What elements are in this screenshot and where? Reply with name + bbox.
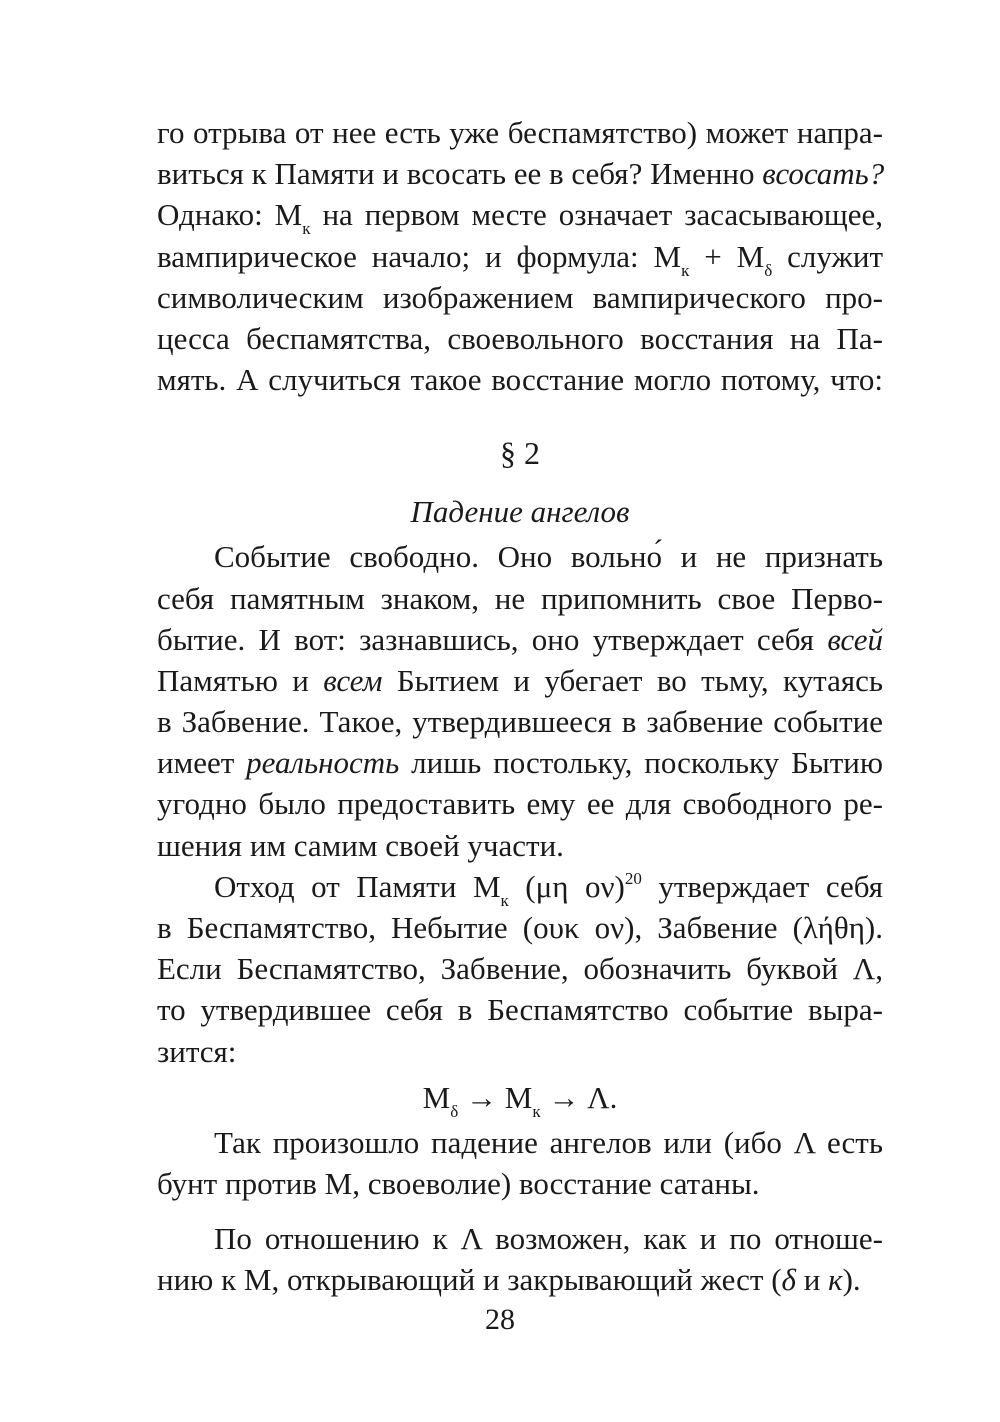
text: (μη ον) xyxy=(508,868,625,904)
text-line xyxy=(157,1122,883,1163)
text-line xyxy=(157,578,883,619)
text: + М xyxy=(689,238,765,274)
paragraph xyxy=(157,1218,883,1300)
text-line xyxy=(157,1031,883,1072)
text: М xyxy=(422,1079,451,1115)
text: на первом месте означает засасывающее, xyxy=(310,197,883,233)
text: цесса беспамятства, своевольного восстания на Па- xyxy=(157,320,883,356)
subscript: к xyxy=(681,260,690,280)
italic-emphasis: всей xyxy=(827,621,883,657)
italic-emphasis: к xyxy=(828,1262,843,1298)
text: и xyxy=(795,1262,829,1298)
text-line xyxy=(157,236,883,280)
text-line xyxy=(157,825,883,866)
text: символическим изображением вампирического про- xyxy=(157,279,883,315)
text: Бытием и убегает во тьму, кутаясь xyxy=(382,662,883,698)
text-line xyxy=(157,701,883,742)
text: мять. А случиться такое восстание могло потому, что: xyxy=(157,362,883,398)
formula xyxy=(157,1074,883,1122)
text-line xyxy=(157,783,883,824)
text-line xyxy=(157,866,884,910)
text: → Λ. xyxy=(540,1079,618,1115)
italic-emphasis: всосать? xyxy=(762,156,885,192)
text-line xyxy=(157,112,883,153)
text: нию к М, открывающий и закрывающий жест ( xyxy=(157,1262,782,1298)
text-line xyxy=(157,153,883,194)
text: вампирическое начало; и формула: М xyxy=(157,238,682,274)
text: ). xyxy=(842,1262,861,1298)
text-line xyxy=(157,359,883,400)
text: шения им самим своей участи. xyxy=(157,827,564,863)
italic-emphasis: всем xyxy=(323,662,383,698)
text-line xyxy=(157,619,883,660)
text: себя памятным знаком, не припомнить свое Перво- xyxy=(157,580,883,616)
text-line xyxy=(157,989,883,1030)
italic-emphasis: δ xyxy=(781,1262,796,1298)
footnote-reference: 20 xyxy=(624,868,642,888)
italic-emphasis: реальность xyxy=(246,745,400,781)
text: виться к Памяти и всосать ее в себя? Именно xyxy=(157,156,763,192)
text: зится: xyxy=(157,1033,237,1069)
text: Так произошло падение ангелов или (ибо Λ есть xyxy=(214,1124,883,1160)
subscript: δ xyxy=(450,1101,459,1121)
page-number: 28 xyxy=(485,1303,515,1336)
subscript: δ xyxy=(764,260,773,280)
paragraph xyxy=(157,866,883,1072)
text-line xyxy=(157,277,883,318)
text-line xyxy=(157,948,883,989)
section-number: § 2 xyxy=(500,435,540,472)
text: бунт против М, своеволие) восстание сатаны. xyxy=(157,1165,760,1201)
text-line xyxy=(157,907,883,948)
text-line xyxy=(157,742,883,783)
text: Однако: М xyxy=(157,197,303,233)
text: в Забвение. Такое, утвердившееся в забвение событие xyxy=(157,704,883,740)
text-line xyxy=(157,1163,883,1204)
text-line xyxy=(157,1259,883,1300)
paragraph-spacing xyxy=(157,1204,883,1218)
text-line xyxy=(157,660,883,701)
text: Памятью и xyxy=(157,662,324,698)
text-line xyxy=(157,318,883,359)
text: Событие свободно. Оно вольно́ и не признать xyxy=(214,539,883,575)
page-body xyxy=(157,112,883,1301)
text: утверждает себя xyxy=(641,868,884,904)
text: По отношению к Λ возможен, как и по отноше- xyxy=(214,1221,883,1257)
text: в Беспамятство, Небытие (ουκ ον), Забвение (λήθη). xyxy=(157,910,883,945)
text: угодно было предоставить ему ее для свободного ре- xyxy=(157,786,883,822)
text: то утвердившее себя в Беспамятство событие выра- xyxy=(157,992,883,1028)
text-line xyxy=(157,194,883,239)
text: → М xyxy=(458,1079,533,1115)
paragraph xyxy=(157,1122,883,1204)
text: служит xyxy=(772,238,883,274)
subscript: к xyxy=(532,1101,541,1121)
text: го отрыва от нее есть уже беспамятство) может напра- xyxy=(157,115,883,150)
text: Если Беспамятство, Забвение, обозначить буквой Λ, xyxy=(157,951,883,987)
subscript: к xyxy=(302,219,311,239)
text-line xyxy=(157,536,883,577)
text: Отход от Памяти М xyxy=(214,868,501,904)
text: лишь постольку, поскольку Бытию xyxy=(399,745,883,781)
paragraph xyxy=(157,536,883,866)
subscript: к xyxy=(500,890,509,910)
section-title: Падение ангелов xyxy=(410,494,630,530)
text: имеет xyxy=(157,745,247,781)
paragraph-continuation xyxy=(157,112,883,400)
text-line xyxy=(157,1218,883,1259)
text: бытие. И вот: зазнавшись, оно утверждает себя xyxy=(157,621,828,657)
